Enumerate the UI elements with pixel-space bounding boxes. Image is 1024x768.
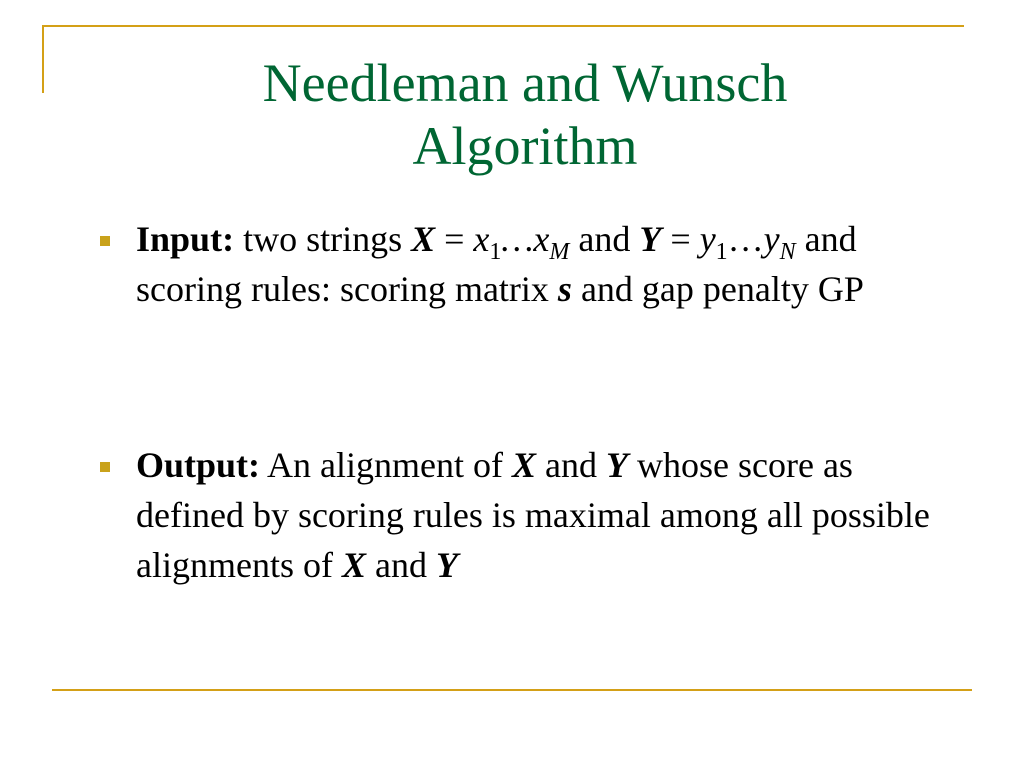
var-y: y	[699, 219, 716, 259]
ellipsis-1: …	[501, 219, 534, 259]
equals-2: =	[661, 219, 700, 259]
title-line-1: Needleman and Wunsch	[262, 53, 788, 113]
var-s: s	[557, 269, 572, 309]
equals-1: =	[435, 219, 474, 259]
var-X: X	[411, 219, 436, 259]
var-Y-1: Y	[606, 445, 628, 485]
ellipsis-2: …	[727, 219, 764, 259]
bottom-decorative-rule	[52, 689, 972, 691]
bullet-output-text	[136, 440, 956, 590]
var-Y: Y	[639, 219, 662, 259]
output-and-2: and	[365, 545, 436, 585]
var-X-2: X	[341, 545, 366, 585]
input-text-2: and scoring rules: scoring matrix	[136, 219, 857, 309]
output-text-2: whose score as defined by scoring rules is maximal among all possible alignments of	[136, 445, 930, 585]
sub-2: 1	[715, 239, 728, 265]
input-text-3: and gap penalty GP	[571, 269, 864, 309]
title-line-2: Algorithm	[412, 116, 638, 177]
sub-M: M	[549, 239, 570, 265]
var-Y-2: Y	[435, 545, 458, 585]
var-x: x	[473, 219, 490, 259]
input-label: Input:	[136, 219, 235, 259]
sub-1: 1	[489, 239, 502, 265]
var-X-1: X	[512, 445, 537, 485]
bullet-input-text	[136, 214, 956, 314]
output-and-1: and	[536, 445, 606, 485]
output-text-1: An alignment of	[260, 445, 512, 485]
sub-N: N	[779, 239, 796, 265]
square-bullet-icon	[100, 462, 110, 472]
var-xM: x	[533, 219, 550, 259]
output-label: Output:	[136, 445, 261, 485]
and-1: and	[569, 219, 640, 259]
var-yN: y	[763, 219, 780, 259]
square-bullet-icon	[100, 236, 110, 246]
input-text-1: two strings	[234, 219, 412, 259]
